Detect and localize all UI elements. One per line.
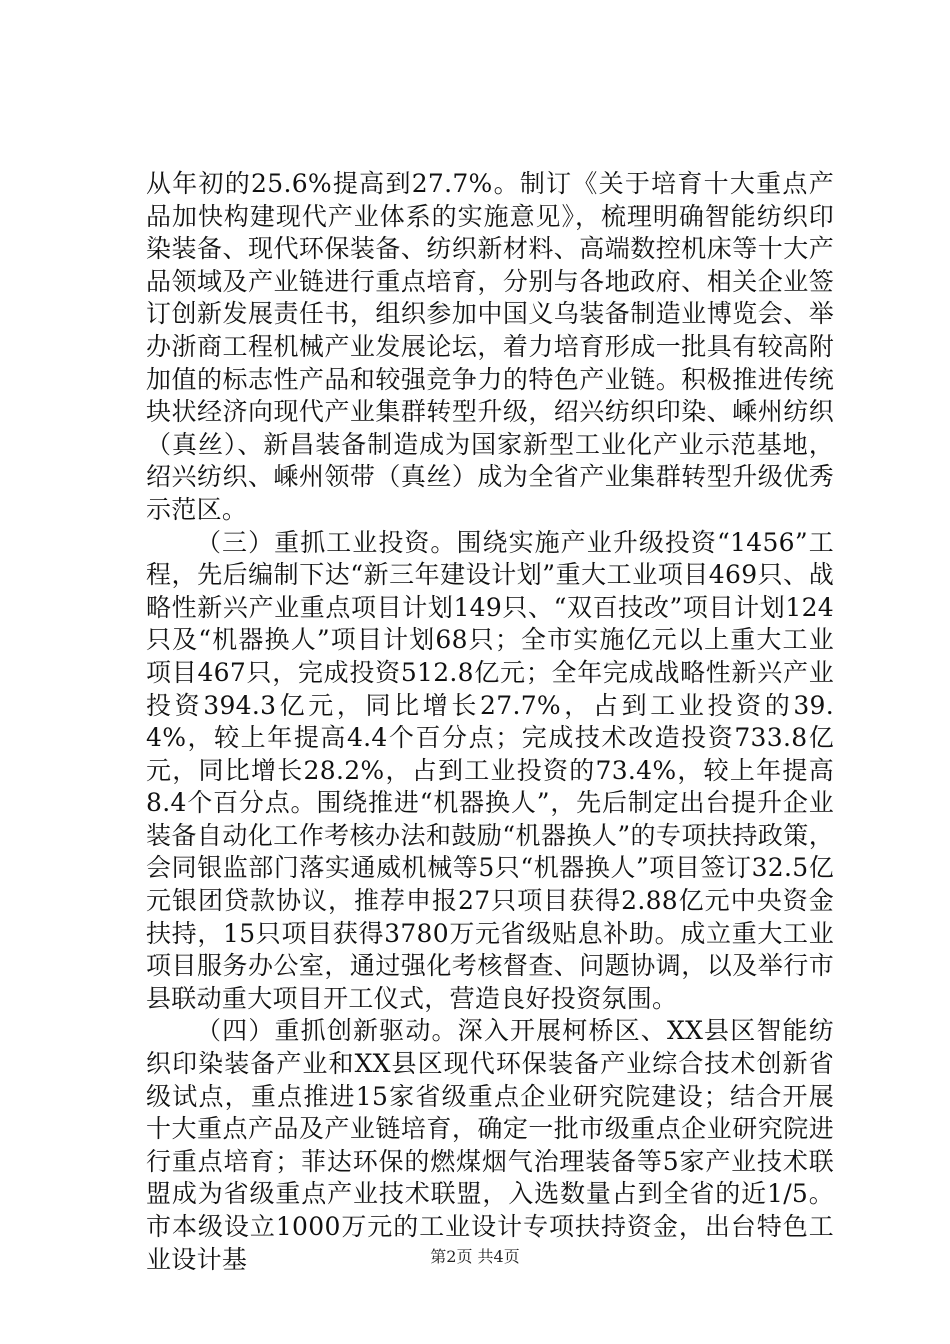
paragraph-3: （四）重抓创新驱动。深入开展柯桥区、XX县区智能纺织印染装备产业和XX县区现代环保装备产业综合技术创新省级试点，重点推进15家省级重点企业研究院建设；结合开展十大重点产品及产业链培育，确定一批市级重点企业研究院进行重点培育；菲达环保的燃煤烟气治理装备等5家产业技术联盟成为省级重点产业技术联盟，入选数量占到全省的近1/5。市本级设立1000万元的工业设计专项扶持资金，出台特色工业设计基 bbox=[146, 1016, 834, 1274]
paragraph-1: 从年初的25.6%提高到27.7%。制订《关于培育十大重点产品加快构建现代产业体系的实施意见》，梳理明确智能纺织印染装备、现代环保装备、纺织新材料、高端数控机床等十大产品领域及产业链进行重点培育，分别与各地政府、相关企业签订创新发展责任书，组织参加中国义乌装备制造业博览会、举办浙商工程机械产业发展论坛，着力培育形成一批具有较高附加值的标志性产品和较强竞争力的特色产业链。积极推进传统块状经济向现代产业集群转型升级，绍兴纺织印染、嵊州纺织（真丝）、新昌装备制造成为国家新型工业化产业示范基地，绍兴纺织、嵊州领带（真丝）成为全省产业集群转型升级优秀示范区。 bbox=[146, 169, 834, 524]
paragraph-2: （三）重抓工业投资。围绕实施产业升级投资“1456”工程，先后编制下达“新三年建设计划”重大工业项目469只、战略性新兴产业重点项目计划149只、“双百技改”项目计划124只及“机器换人”项目计划68只；全市实施亿元以上重大工业项目467只，完成投资512.8亿元；全年完成战略性新兴产业投资394.3亿元，同比增长27.7%，占到工业投资的39.4%，较上年提高4.4个百分点；完成技术改造投资733.8亿元，同比增长28.2%，占到工业投资的73.4%，较上年提高8.4个百分点。围绕推进“机器换人”，先后制定出台提升企业装备自动化工作考核办法和鼓励“机器换人”的专项扶持政策，会同银监部门落实通威机械等5只“机器换人”项目签订32.5亿元银团贷款协议，推荐申报27只项目获得2.88亿元中央资金扶持，15只项目获得3780万元省级贴息补助。成立重大工业项目服务办公室，通过强化考核督查、问题协调，以及举行市县联动重大项目开工仪式，营造良好投资氛围。 bbox=[146, 527, 834, 1013]
page-footer: 第2页 共4页 bbox=[430, 1247, 520, 1266]
document-body bbox=[146, 168, 834, 1276]
